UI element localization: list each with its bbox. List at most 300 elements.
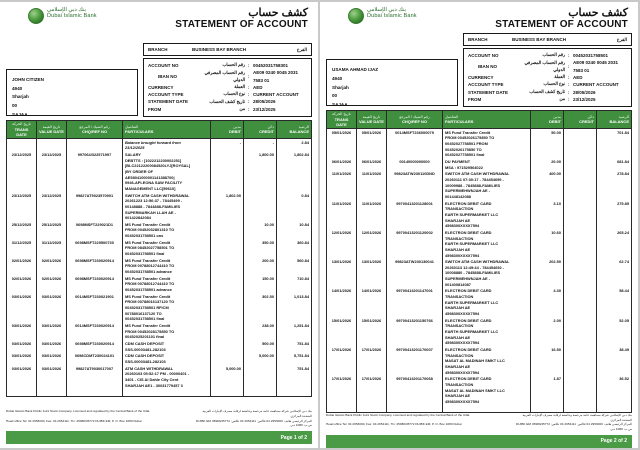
account-type-label-2: ACCOUNT TYPE xyxy=(468,82,504,88)
particulars-line: 00788016137120 TO xyxy=(125,310,162,316)
table-row[interactable] xyxy=(7,257,312,275)
title-english-2: STATEMENT OF ACCOUNT xyxy=(495,19,628,31)
cell-credit-amount xyxy=(564,287,597,316)
customer-name: JOHN CITIZEN xyxy=(12,77,44,82)
cell-credit-amount: 238.00 xyxy=(244,322,277,340)
cell-balance-amount: 701.84 xyxy=(597,128,632,158)
cell-value-date: 15/01/2026 xyxy=(357,317,387,346)
cell-chq-ref-no: 99700413201128001 xyxy=(387,200,443,229)
cell-trans-date: 11/01/2026 xyxy=(327,170,357,199)
page-title xyxy=(175,7,312,31)
footer-legal-en-2: Dubai Islamic Bank Public Joint Stock Company. Licensed and regulated by the Central Bank of the UAE. xyxy=(326,413,471,418)
cell-chq-ref-no xyxy=(67,138,123,151)
bank-brand-2 xyxy=(326,7,417,24)
cell-credit-amount xyxy=(564,170,597,199)
page-footer-2 xyxy=(326,413,632,448)
iban-row-2 xyxy=(468,59,627,74)
particulars-line: SHARJAH AE xyxy=(445,246,471,252)
particulars-line: 4598300XXXX7594 xyxy=(445,369,480,375)
currency-value: AED xyxy=(253,84,263,90)
particulars-line: 001448142088 xyxy=(445,193,471,199)
cell-balance-amount: 38.49 xyxy=(597,346,632,375)
statement-date-row-2 xyxy=(468,89,627,96)
particulars-line: MS Fund Transfer Credit xyxy=(125,322,171,328)
statement-date-label-arabic-2: تاريخ كشف الحساب xyxy=(529,88,565,94)
colon-2: : xyxy=(248,73,250,79)
cell-debit-amount xyxy=(211,257,244,275)
particulars-line: EARTH SUPERMARKET LLC xyxy=(445,299,499,305)
transactions-table-2 xyxy=(326,110,632,413)
table-row[interactable] xyxy=(327,375,632,404)
table-row[interactable] xyxy=(327,317,632,346)
table-row[interactable] xyxy=(7,365,312,389)
cell-chq-ref-no: 0698MSFT230020914 xyxy=(67,340,123,352)
cell-chq-ref-no: 99700413201120002 xyxy=(387,229,443,258)
cell-particulars xyxy=(123,138,211,151)
column-header-credit: دائن CREDIT xyxy=(244,121,277,139)
particulars-line: FROM 00788012744410 TO xyxy=(125,281,175,287)
cell-trans-date: 05/01/2026 xyxy=(327,128,357,158)
particulars-line: 001422842084 xyxy=(125,215,151,221)
cell-particulars xyxy=(443,317,531,346)
cell-trans-date xyxy=(7,138,37,151)
iban-value: AE09 0240 0045 2031 7583 01 xyxy=(253,70,299,83)
statement-date-label: STATEMENT DATE xyxy=(148,99,188,105)
column-header-chq-ref-no: رقم الشيك / المرجع CHQ/REF NO xyxy=(67,121,123,139)
currency-label-arabic-2: العملة xyxy=(554,74,565,80)
title-english: STATEMENT OF ACCOUNT xyxy=(175,19,308,31)
column-header-balance: الرصيد BALANCE xyxy=(597,111,632,129)
colon-1: : xyxy=(248,63,250,69)
particulars-line: [BLC22122200084520LYJ[ROYSAL] xyxy=(125,163,191,169)
cell-debit-amount xyxy=(211,352,244,364)
page-number-1: Page 1 of 2 xyxy=(280,434,307,441)
statement-date-value: 28/05/2026 xyxy=(253,99,276,105)
from-value: 23/12/2025 xyxy=(253,106,276,112)
cell-value-date: 14/01/2026 xyxy=(357,287,387,316)
footer-legal-en-1: Dubai Islamic Bank Public Joint Stock Company. Licensed and regulated by the Central Bank of the UAE. xyxy=(6,409,151,414)
particulars-line: 00452027758501 final xyxy=(445,152,485,158)
customer-line2: 4940 xyxy=(12,85,23,91)
header-row-2 xyxy=(327,111,632,129)
particulars-line: 20260113 12:49:44 - 784454692 - xyxy=(445,264,505,270)
cell-credit-amount xyxy=(244,365,277,389)
table-body-2 xyxy=(327,128,632,412)
particulars-line: TRANSACTION xyxy=(445,206,474,212)
particulars-line: SUPERMARKAH LLAH AE - xyxy=(125,209,176,215)
column-header-arabic: رقم الشيك / المرجع xyxy=(399,114,430,119)
cell-balance-amount: 0.84 xyxy=(277,192,312,221)
particulars-line: SHARJAH AE xyxy=(445,363,471,369)
cell-value-date: 31/12/2025 xyxy=(37,239,67,257)
colon-3: : xyxy=(248,84,250,90)
particulars-line: FROM 00452028175850 TO xyxy=(125,328,175,334)
page-number-bar-2 xyxy=(326,435,632,448)
particulars-line: 4598300XXXX7594 xyxy=(445,252,480,258)
cell-trans-date: 15/01/2026 xyxy=(327,317,357,346)
cell-debit-amount: 202.50 xyxy=(531,258,564,287)
particulars-line: MS Fund Transfer Credit xyxy=(445,129,491,135)
customer-line5: SAJAA xyxy=(12,111,28,117)
cell-value-date: 05/01/2026 xyxy=(357,128,387,158)
cell-credit-amount: 10.00 xyxy=(244,221,277,239)
cell-credit-amount xyxy=(564,346,597,375)
cell-balance-amount: 1,802.84 xyxy=(277,151,312,192)
account-type-row xyxy=(148,91,307,98)
currency-label: CURRENCY xyxy=(148,84,174,90)
table-row[interactable] xyxy=(7,138,312,151)
particulars-line: 4598300XXXX7594 xyxy=(445,223,480,229)
particulars-line: SHARJAH AE xyxy=(445,393,471,399)
particulars-line: 10009988 - 7845888-FAMILIES xyxy=(445,182,501,188)
bottom-border-cell xyxy=(244,394,277,396)
particulars-line: SWITCH ATM CASH WITHDRAWAL xyxy=(445,171,510,177)
colon-4: : xyxy=(248,92,250,98)
statement-date-label-arabic: تاريخ كشف الحساب xyxy=(209,98,245,104)
cell-credit-amount: 302.50 xyxy=(244,293,277,322)
footer-legal-ar-2: بنك دبي الإسلامي شركة مساهمة عامة مرخصة وخاضعة لرقابة مصرف الإمارات العربية المتحدة المركزي xyxy=(522,413,632,422)
table-row[interactable] xyxy=(7,322,312,340)
cell-particulars xyxy=(123,340,211,352)
cell-chq-ref-no: 99700413201147001 xyxy=(387,287,443,316)
cell-value-date: 06/01/2026 xyxy=(357,158,387,170)
particulars-line: 0946-APLEONA SAW FACILITY xyxy=(125,180,183,186)
column-header-arabic: تاريخ الحركة xyxy=(12,122,31,126)
particulars-line: TRANSACTION xyxy=(445,381,474,387)
table-row[interactable] xyxy=(327,128,632,158)
column-header-debit: مدين DEBIT xyxy=(211,121,244,139)
particulars-line: SHARJAH AE1 - 30031779457 3 xyxy=(125,382,183,388)
info-zone-2 xyxy=(326,33,632,107)
column-header-trans-date: تاريخ الحركة TRANS DATE xyxy=(327,111,357,129)
particulars-line: SUPERMEHWNJAH AE - xyxy=(445,276,491,282)
cell-value-date xyxy=(37,138,67,151)
cell-particulars xyxy=(443,346,531,375)
particulars-line: ELECTRON DEBIT CARD xyxy=(445,200,492,206)
cell-credit-amount xyxy=(564,200,597,229)
cell-balance-amount: 751.84 xyxy=(277,340,312,352)
cell-trans-date: 31/12/2025 xyxy=(7,239,37,257)
cell-chq-ref-no: 0014MSFT230020914 xyxy=(67,322,123,340)
particulars-line: FROM 00788012744410 TO xyxy=(125,263,175,269)
account-no-label-arabic: رقم الحساب xyxy=(222,62,245,68)
info-zone xyxy=(6,43,312,117)
cell-debit-amount: 3.10 xyxy=(531,200,564,229)
statement-page-1 xyxy=(0,2,318,448)
iban-label-arabic: رقم الحساب المصرفي الدولي xyxy=(204,69,245,82)
particulars-line: 3401 - CIS Al Dahle City Cent xyxy=(125,376,179,382)
particulars-line: TRANSACTION xyxy=(445,235,474,241)
cell-debit-amount: 10.60 xyxy=(531,229,564,258)
cell-trans-date: 11/01/2026 xyxy=(327,200,357,229)
cell-balance-amount: 5,751.84 xyxy=(277,352,312,364)
account-no-label-arabic-2: رقم الحساب xyxy=(542,52,565,58)
cell-balance-amount: 52.05 xyxy=(597,317,632,346)
iban-label-2: IBAN NO xyxy=(478,64,497,70)
column-header-particulars: التفاصيل PARTICULARS xyxy=(443,111,531,129)
cell-trans-date: 17/01/2026 xyxy=(327,375,357,404)
cell-balance-amount: 560.84 xyxy=(277,257,312,275)
cell-particulars xyxy=(123,192,211,221)
cell-particulars xyxy=(443,258,531,287)
cell-balance-amount: 751.84 xyxy=(277,365,312,389)
cell-value-date: 03/01/2026 xyxy=(37,322,67,340)
iban-row xyxy=(148,69,307,84)
branch-label-arabic: الفرع xyxy=(296,46,307,52)
column-header-arabic: مدين xyxy=(233,124,241,129)
cell-chq-ref-no: 99827AT9023570901 xyxy=(67,192,123,221)
footer-legal-ar-1: بنك دبي الإسلامي شركة مساهمة عامة مرخصة وخاضعة لرقابة مصرف الإمارات العربية المتحدة المركزي xyxy=(202,409,312,419)
customer-address-box-2 xyxy=(326,59,458,106)
table-row[interactable] xyxy=(327,200,632,229)
particulars-line: FROM 00452032801310 TO xyxy=(125,227,175,233)
cell-value-date: 23/12/2025 xyxy=(37,192,67,221)
currency-row xyxy=(148,84,307,91)
particulars-line: MASAT AL MADINAH SMKT LLC xyxy=(445,387,505,393)
particulars-line: SWITCH ATM CASH WITHDRAWAL xyxy=(125,192,190,198)
customer-line5-2: SAJAA xyxy=(332,101,348,107)
particulars-line: DU PAYMENT xyxy=(445,159,471,164)
particulars-line: CDM CASH DEPOSIT xyxy=(125,353,165,359)
cell-debit-amount xyxy=(211,151,244,192)
particulars-line: 00148888 - 7844888-FAMILIES xyxy=(125,203,181,209)
bottom-border-cell xyxy=(123,394,211,396)
column-header-arabic: رقم الشيك / المرجع xyxy=(79,124,110,129)
cell-trans-date: 14/01/2026 xyxy=(327,287,357,316)
cell-particulars xyxy=(443,158,531,170)
particulars-line: MASAT AL MADINAH SMKT LLC xyxy=(445,358,505,364)
cell-debit-amount: 1,802.00 xyxy=(211,192,244,221)
bank-name-arabic: بنك دبي الإسلامي xyxy=(47,7,86,13)
account-no-row xyxy=(148,62,307,69)
cell-value-date: 17/01/2026 xyxy=(357,375,387,404)
table-row[interactable] xyxy=(7,275,312,293)
table-row[interactable] xyxy=(327,346,632,375)
cell-debit-amount xyxy=(211,221,244,239)
account-type-label: ACCOUNT TYPE xyxy=(148,92,184,98)
account-type-value: CURRENT ACCOUNT xyxy=(253,92,299,98)
particulars-line: TRANSACTION xyxy=(445,323,474,329)
cell-particulars xyxy=(443,128,531,158)
cell-balance-amount: 275.85 xyxy=(597,200,632,229)
cell-debit-amount xyxy=(211,275,244,293)
cell-value-date: 17/01/2026 xyxy=(357,346,387,375)
cell-debit-amount: 4.30 xyxy=(531,287,564,316)
cell-credit-amount: 350.00 xyxy=(244,239,277,257)
particulars-line: 23/12/2025 xyxy=(125,145,145,151)
cell-chq-ref-no: 0014MSFT230021901 xyxy=(67,293,123,322)
particulars-line: SHARJAH AE xyxy=(445,305,471,311)
bottom-border-cell xyxy=(211,394,244,396)
cell-balance-amount: 58.44 xyxy=(597,287,632,316)
column-header-arabic: مدين xyxy=(553,114,561,119)
table-row[interactable] xyxy=(327,258,632,287)
cell-credit-amount xyxy=(244,192,277,221)
cell-chq-ref-no: 0698MSFT229500730 xyxy=(67,239,123,257)
cell-trans-date: 23/12/2025 xyxy=(7,192,37,221)
iban-value-2: AE09 0240 0045 2031 7583 01 xyxy=(573,60,619,73)
colon-5: : xyxy=(248,99,250,105)
from-value-2: 23/12/2025 xyxy=(573,96,596,102)
particulars-line: 4598300XXXX7594 xyxy=(445,398,480,404)
branch-value: BUSINESS BAY BRANCH xyxy=(192,47,247,53)
particulars-line: MS Fund Transfer Credit xyxy=(125,221,171,227)
cell-credit-amount xyxy=(564,258,597,287)
cell-debit-amount xyxy=(211,340,244,352)
table-row[interactable] xyxy=(7,340,312,352)
from-label: FROM xyxy=(148,106,162,112)
colon-1-2: : xyxy=(568,53,570,59)
cell-chq-ref-no: 00140000000000 xyxy=(387,158,443,170)
cell-credit-amount: 150.00 xyxy=(244,275,277,293)
footer-contact-ar-1: المركز الرئيسي هاتف: 2953000 04 فاكس: 2954111 04 تلكس: 45980/45772 DUIBK EM ص.ب: 1080 دبي xyxy=(196,418,312,428)
bottom-border-cell xyxy=(277,394,312,396)
cell-balance-amount: 2.84 xyxy=(277,138,312,151)
cell-chq-ref-no: 99700413201170007 xyxy=(387,346,443,375)
table-row[interactable] xyxy=(7,221,312,239)
cell-trans-date: 02/01/2026 xyxy=(7,275,37,293)
particulars-line: 10008880 - 7845888-FAMILIES xyxy=(445,270,501,276)
cell-chq-ref-no: 99700413201150766 xyxy=(387,317,443,346)
customer-name-2: USAMA AHMAD IJAZ xyxy=(332,67,379,73)
particulars-line: MS Fund Transfer Credit xyxy=(125,275,171,281)
bottom-border-cell xyxy=(37,394,67,396)
particulars-line: 4598300XXXX7594 xyxy=(445,311,480,317)
column-header-balance: الرصيد BALANCE xyxy=(277,121,312,139)
particulars-line: MS Fund Transfer Credit xyxy=(125,257,171,263)
colon-2-2: : xyxy=(568,64,570,70)
from-label-arabic-2: من xyxy=(559,95,565,101)
particulars-line: 00452027758501 FROM xyxy=(445,141,488,147)
cell-credit-amount xyxy=(564,128,597,158)
cell-debit-amount xyxy=(211,293,244,322)
account-no-value: 00452031758301 xyxy=(253,63,289,69)
table-row[interactable] xyxy=(7,293,312,322)
table-row[interactable] xyxy=(327,170,632,199)
cell-debit-amount: - xyxy=(211,138,244,151)
cell-value-date: 03/01/2026 xyxy=(37,365,67,389)
cell-chq-ref-no: 99700413201170068 xyxy=(387,375,443,404)
column-header-arabic: التفاصيل xyxy=(125,124,139,129)
account-no-label: ACCOUNT NO xyxy=(148,63,179,69)
cell-value-date: 25/12/2025 xyxy=(37,221,67,239)
particulars-line: 20261223 12:56:37 - 78445499 - xyxy=(125,198,183,204)
particulars-line: DEBTTS : [1022212230002251] xyxy=(125,157,182,163)
cell-particulars xyxy=(443,229,531,258)
account-no-row-2 xyxy=(468,52,627,59)
particulars-line: CDM CASH DEPOSIT xyxy=(125,340,165,346)
cell-trans-date: 23/12/2025 xyxy=(7,151,37,192)
footer-line-1-2 xyxy=(326,413,632,422)
cell-trans-date: 03/01/2026 xyxy=(7,322,37,340)
table-row[interactable] xyxy=(327,158,632,170)
footer-line-2 xyxy=(6,419,312,428)
customer-line3: Sharjah xyxy=(12,94,29,100)
column-header-arabic: تاريخ الحركة xyxy=(332,112,351,117)
cell-debit-amount: 50.00 xyxy=(531,128,564,158)
table-row[interactable] xyxy=(7,239,312,257)
from-row xyxy=(148,106,307,113)
title-arabic-2: كشف حساب xyxy=(568,7,628,19)
footer-contact-ar-2: المركز الرئيسي هاتف: 2953000 04 فاكس: 2954111 04 تلكس: 45980/45772 DUIBK EM ص.ب: 1080 دبي xyxy=(516,422,632,431)
cell-particulars xyxy=(123,293,211,322)
table-row[interactable] xyxy=(327,229,632,258)
colon-3-2: : xyxy=(568,74,570,80)
cell-trans-date: 03/01/2026 xyxy=(7,340,37,352)
particulars-line: FROM 08452027758501 TO xyxy=(125,245,175,251)
cell-trans-date: 17/01/2026 xyxy=(327,346,357,375)
cell-chq-ref-no: 99823ATW230110DND xyxy=(387,170,443,199)
cell-trans-date: 02/01/2026 xyxy=(7,257,37,275)
cell-balance-amount: 681.84 xyxy=(597,158,632,170)
page-number-bar-1 xyxy=(6,431,312,444)
cell-value-date: 03/01/2026 xyxy=(37,340,67,352)
cell-particulars xyxy=(123,352,211,364)
cell-credit-amount xyxy=(564,317,597,346)
column-header-arabic: التفاصيل xyxy=(445,114,459,119)
account-details-box-2 xyxy=(463,48,632,107)
table-row[interactable] xyxy=(7,192,312,221)
cell-balance-amount: 360.84 xyxy=(277,239,312,257)
currency-label-2: CURRENCY xyxy=(468,74,494,80)
cell-credit-amount xyxy=(564,375,597,404)
cell-credit-amount: 5,000.00 xyxy=(244,352,277,364)
account-type-row-2 xyxy=(468,81,627,88)
column-header-trans-date: تاريخ الحركة TRANS DATE xyxy=(7,121,37,139)
particulars-line: 20260111 07:30:17 - 784454699 - xyxy=(445,176,504,182)
cell-value-date: 11/01/2026 xyxy=(357,200,387,229)
cell-value-date: 13/01/2026 xyxy=(357,258,387,287)
cell-particulars xyxy=(443,375,531,404)
particulars-line: 00452031758501 final xyxy=(125,316,165,322)
cell-balance-amount: 265.24 xyxy=(597,229,632,258)
bottom-border-cell xyxy=(67,394,123,396)
page-title-2 xyxy=(495,7,632,31)
column-header-arabic: الرصيد xyxy=(298,124,309,129)
table-row[interactable] xyxy=(7,151,312,192)
particulars-line: SALARY xyxy=(125,151,141,157)
table-row[interactable] xyxy=(7,352,312,364)
cell-balance-amount: 278.84 xyxy=(597,170,632,199)
cell-balance-amount: 1,013.84 xyxy=(277,293,312,322)
branch-value-2: BUSINESS BAY BRANCH xyxy=(512,37,567,43)
from-row-2 xyxy=(468,96,627,103)
footer-contact-en-2: Head office Tel: 04 2953000, Fax: 04 2954111, Tlx: 45980/45772 DUIBK EM, P. O. Box 1080 Dubai xyxy=(326,422,462,427)
column-header-chq-ref-no: رقم الشيك / المرجع CHQ/REF NO xyxy=(387,111,443,129)
currency-label-arabic: العملة xyxy=(234,84,245,90)
particulars-line: FROM 00452026175850 TO xyxy=(445,135,495,141)
cell-credit-amount: 500.00 xyxy=(244,340,277,352)
colon-4-2: : xyxy=(568,82,570,88)
cell-trans-date: 12/01/2026 xyxy=(327,229,357,258)
cell-value-date: 02/01/2026 xyxy=(37,257,67,275)
cell-chq-ref-no: 997064/322571997 xyxy=(67,151,123,192)
particulars-line: 00452031758501 final xyxy=(125,251,165,257)
particulars-line: 00452031758501 advance xyxy=(125,269,172,275)
particulars-line: 00452025201101 final xyxy=(125,334,165,340)
cell-debit-amount: 16.50 xyxy=(531,346,564,375)
table-bottom-border xyxy=(7,394,312,396)
title-arabic: كشف حساب xyxy=(248,7,308,19)
from-label-2: FROM xyxy=(468,96,482,102)
branch-box xyxy=(143,43,312,56)
cell-credit-amount: - xyxy=(244,138,277,151)
cell-particulars xyxy=(443,170,531,199)
particulars-line: SSS-00003481-282103 xyxy=(125,346,166,352)
table-row[interactable] xyxy=(327,287,632,316)
cell-balance-amount: 62.74 xyxy=(597,258,632,287)
cell-trans-date: 25/12/2025 xyxy=(7,221,37,239)
